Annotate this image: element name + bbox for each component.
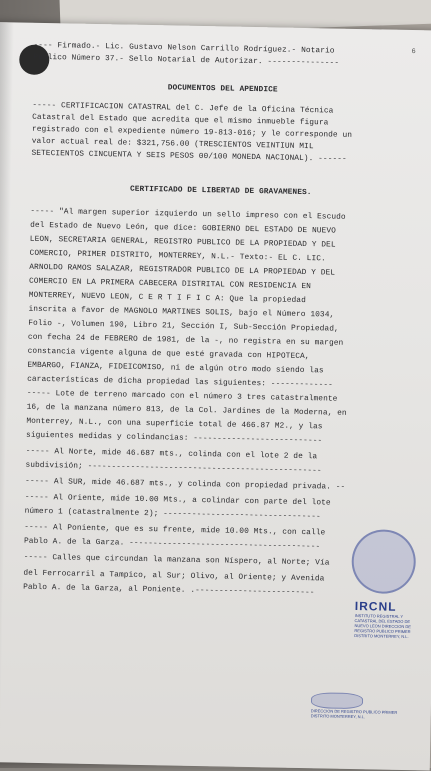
text-line: siguientes medidas y colindancias: --------------------------- [25, 431, 323, 446]
oval-stamp-icon [311, 692, 363, 709]
text-line: número 1 (catastralmente 2); --------------------------------- [24, 507, 321, 522]
text-line: Monterrey, N.L., con una superficie total de 466.87 M2., y las [26, 417, 323, 432]
stamp-text: DIRECCION DE REGISTRO PUBLICO PRIMER DISTRITO MONTERREY, N.L. [310, 708, 398, 720]
registry-stamp-lower [311, 692, 411, 720]
text-line: Pablo A. de la Garza, al Poniente. .------------------------- [23, 583, 315, 598]
page-fold-shadow [0, 22, 14, 762]
text-line: ----- Al SUR, mide 46.687 mts., y colinda con propiedad privada. -- [25, 477, 346, 492]
document-page [0, 22, 431, 771]
section-heading: CERTIFICADO DE LIBERTAD DE GRAVAMENES. [129, 185, 312, 198]
text-line: ----- Al Oriente, mide 10.00 Mts., a colindar con parte del lote [24, 493, 331, 508]
text-line: ----- Lote de terreno marcado con el número 3 tres catastralmente [26, 389, 338, 404]
text-line: valor actual real de: $321,756.00 (TRESCIENTOS VEINTIUN MIL [31, 137, 314, 152]
text-line: Folio -, Volumen 190, Libro 21, Sección I, Sub-Sección Propiedad, [28, 319, 339, 334]
text-line: MONTERREY, NUEVO LEON, C E R T I F I C A: Que la propiedad [28, 291, 306, 306]
notary-seal-icon [351, 529, 416, 594]
text-line: del Ferrocarril a Tampico, al Sur; Olivo, al Oriente; y Avenida [23, 569, 325, 584]
text-line: subdivisión; ------------------------------------------------- [25, 461, 322, 476]
text-line: Catastral del Estado que acredita que el mismo inmueble figura [32, 113, 329, 128]
text-line: ----- CERTIFICACION CATASTRAL del C. Jefe de la Oficina Técnica [32, 101, 334, 116]
text-line: Público Número 37.- Sello Notarial de Autorizar. --------------- [33, 53, 340, 68]
registry-stamp [354, 599, 425, 639]
text-line: 16, de la manzana número 813, de la Col. Jardines de la Moderna, en [26, 403, 347, 418]
text-line: ----- Al Poniente, que es su frente, mide 10.00 Mts., con calle [24, 523, 326, 538]
section-heading: DOCUMENTOS DEL APENDICE [167, 84, 278, 95]
page-number: 6 [411, 48, 416, 57]
text-line: ----- Calles que circundan la manzana son Níspero, al Norte; Vía [23, 553, 330, 568]
text-line: ----- "Al margen superior izquierdo un sello impreso con el Escudo [30, 207, 346, 222]
text-line: COMERCIO, PRIMER DISTRITO, MONTERREY, N.L.- Texto:- EL C. LIC. [29, 249, 326, 264]
stamp-logo: IRCNL [354, 599, 397, 614]
text-line: ARNOLDO RAMOS SALAZAR, REGISTRADOR PUBLICO DE LA PROPIEDAD Y DEL [29, 263, 336, 278]
text-line: ---- Firmado.- Lic. Gustavo Nelson Carrillo Rodríguez.- Notario [33, 41, 335, 56]
text-line: con fecha 24 de FEBRERO de 1981, de la -, no registra en su margen [27, 333, 344, 348]
text-line: ----- Al Norte, mide 46.687 mts., colinda con el lote 2 de la [25, 447, 318, 462]
text-line: registrado con el expediente número 19-813-016; y le corresponde un [31, 125, 353, 140]
text-line: constancia vigente alguna de que esté gravada con HIPOTECA, [27, 347, 310, 362]
stamp-text: INSTITUTO REGISTRAL Y CATASTRAL DEL ESTADO DE NUEVO LEON DIRECCION DE REGISTRO PUBLICO PRIMER DISTRITO MONTERREY, N.L. [354, 613, 411, 640]
text-line: características de dicha propiedad las siguientes: ------------- [27, 375, 334, 390]
text-line: Pablo A. de la Garza. ---------------------------------------- [23, 537, 321, 552]
text-line: del Estado de Nuevo León, que dice: GOBIERNO DEL ESTADO DE NUEVO [30, 221, 336, 236]
text-line: COMERCIO EN LA PRIMERA CABECERA DISTRITAL CON RESIDENCIA EN [28, 277, 312, 292]
text-line: LEON, SECRETARIA GENERAL, REGISTRO PUBLICO DE LA PROPIEDAD Y DEL [29, 235, 336, 250]
text-line: SETECIENTOS CINCUENTA Y SEIS PESOS 00/100 MONEDA NACIONAL). ------ [31, 149, 347, 164]
text-line: EMBARGO, FIANZA, FIDEICOMISO, ni de algún otro modo siendo las [27, 361, 324, 376]
text-line: inscrita a favor de MAGNOLO MARTINES SOLIS, bajo el Número 1034, [28, 305, 335, 320]
